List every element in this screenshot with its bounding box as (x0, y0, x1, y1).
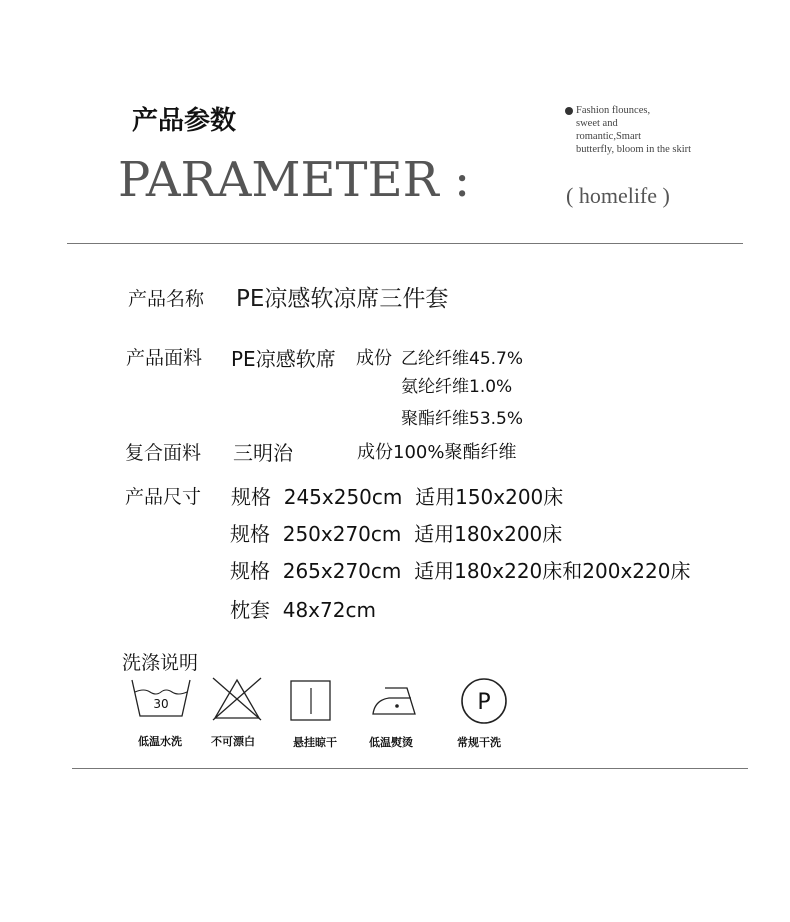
fabric-composition-label: 成份 (356, 348, 392, 369)
wash-tub-icon (130, 678, 192, 720)
homelife-label: ( homelife ) (566, 183, 670, 208)
size-row: 规格 245x250cm 适用150x200床 (231, 485, 564, 509)
no-bleach-icon (211, 676, 263, 722)
composite-composition: 成份100%聚酯纤维 (357, 442, 517, 463)
composite-label: 复合面料 (125, 442, 202, 464)
sizes-label: 产品尺寸 (125, 486, 202, 508)
size-row: 规格 250x270cm 适用180x200床 (230, 522, 563, 546)
page-title-cn: 产品参数 (132, 106, 237, 136)
product-name-value: PE凉感软凉席三件套 (236, 286, 449, 312)
size-row: 规格 265x270cm 适用180x220床和200x220床 (230, 559, 691, 583)
hang-dry-icon (290, 680, 332, 722)
care-item-label: 不可漂白 (211, 735, 255, 748)
bullet-dot-icon (565, 107, 573, 115)
divider-bottom (72, 768, 748, 769)
product-name-label: 产品名称 (128, 288, 205, 310)
fabric-composition-item: 聚酯纤维53.5% (401, 409, 524, 429)
wash-temp: 30 (153, 697, 169, 711)
care-item-label: 常规干洗 (457, 736, 501, 749)
tagline-line: romantic,Smart (576, 131, 642, 142)
divider-top (67, 243, 743, 244)
care-item-label: 低温水洗 (138, 735, 182, 748)
low-iron-icon (371, 684, 419, 716)
care-item-label: 悬挂晾干 (293, 736, 337, 749)
care-label: 洗涤说明 (122, 652, 199, 674)
dry-clean-icon (460, 677, 508, 725)
tagline-line: Fashion flounces, (576, 105, 651, 116)
fabric-composition-item: 氨纶纤维1.0% (401, 377, 513, 397)
dry-clean-letter: P (477, 690, 491, 715)
fabric-composition-item: 乙纶纤维45.7% (401, 349, 524, 369)
tagline-line: butterfly, bloom in the skirt (576, 144, 692, 155)
composite-value: 三明治 (233, 441, 293, 465)
size-row: 枕套 48x72cm (230, 598, 376, 622)
fabric-value: PE凉感软席 (231, 347, 336, 371)
page-title-en: PARAMETER : (118, 152, 471, 208)
care-item-label: 低温熨烫 (369, 736, 413, 749)
fabric-label: 产品面料 (126, 347, 203, 369)
tagline-line: sweet and (576, 118, 618, 129)
